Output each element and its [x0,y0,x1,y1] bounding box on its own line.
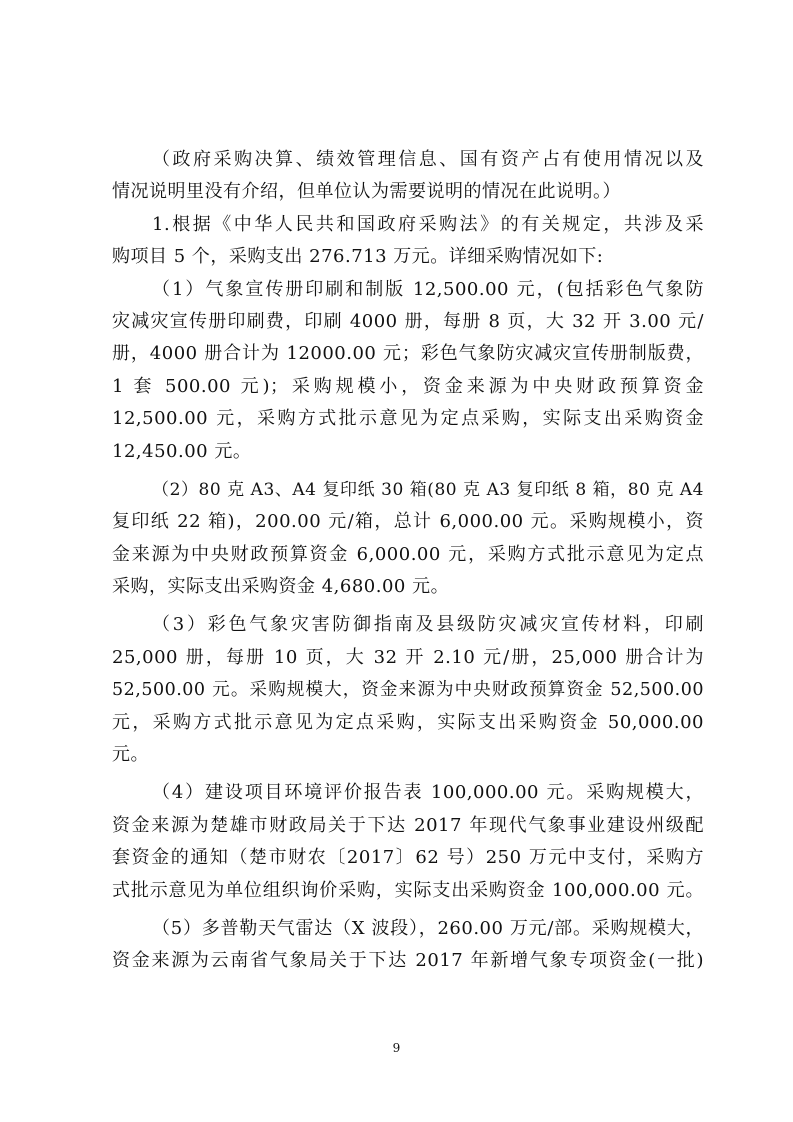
paragraph-item-5 [112,913,704,978]
paragraph-line: （2）80 克 A3、A4 复印纸 30 箱(80 克 A3 复印纸 8 箱，80 克 A4 [152,479,704,500]
paragraph-line: （1）气象宣传册印刷和制版 12,500.00 元，(包括彩色气象防 [152,278,704,300]
paragraph-line: 12,500.00 元，采购方式批示意见为定点采购，实际支出采购资金 [112,408,704,430]
page-number: 9 [392,1041,401,1055]
paragraph-item-3 [112,609,704,771]
paragraph-line: 金来源为中央财政预算资金 6,000.00 元，采购方式批示意见为定点 [112,543,704,565]
paragraph-item-2 [112,474,704,604]
paragraph-line: 12,450.00 元。 [112,440,252,462]
paragraph-line: 采购，实际支出采购资金 4,680.00 元。 [112,576,450,598]
paragraph-line: （5）多普勒天气雷达（X 波段），260.00 万元/部。采购规模大， [152,917,704,939]
paragraph-line: 套资金的通知（楚市财农〔2017〕62 号）250 万元中支付，采购方 [112,847,704,869]
paragraph-procurement-summary [112,209,704,274]
paragraph-line: 资金来源为楚雄市财政局关于下达 2017 年现代气象事业建设州级配 [112,814,704,836]
paragraph-line: 元。 [112,744,149,766]
paragraph-item-1 [112,274,704,468]
paragraph-line: 52,500.00 元。采购规模大，资金来源为中央财政预算资金 52,500.00 [112,680,704,701]
paragraph-line: 1.根据《中华人民共和国政府采购法》的有关规定，共涉及采 [152,213,704,235]
paragraph-item-4 [112,777,704,907]
paragraph-line: 25,000 册，每册 10 页，大 32 开 2.10 元/册，25,000 册合计为 [112,646,704,668]
paragraph-line: （政府采购决算、绩效管理信息、国有资产占有使用情况以及 [152,149,704,170]
body-text [112,144,704,978]
paragraph-line: 式批示意见为单位组织询价采购，实际支出采购资金 100,000.00 元。 [112,879,704,901]
paragraph-note [112,144,704,209]
paragraph-line: （3）彩色气象灾害防御指南及县级防灾减灾宣传材料，印刷 [152,614,704,636]
paragraph-line: 复印纸 22 箱)，200.00 元/箱，总计 6,000.00 元。采购规模小，资 [112,511,704,533]
paragraph-line: 元，采购方式批示意见为定点采购，实际支出采购资金 50,000.00 [112,711,704,733]
paragraph-line: 购项目 5 个，采购支出 276.713 万元。详细采购情况如下: [112,246,604,268]
paragraph-line: 资金来源为云南省气象局关于下达 2017 年新增气象专项资金(一批) [112,950,704,972]
paragraph-line: 灾减灾宣传册印刷费，印刷 4000 册，每册 8 页，大 32 开 3.00 元/ [112,310,704,332]
paragraph-line: 情况说明里没有介绍，但单位认为需要说明的情况在此说明。） [112,181,621,203]
paragraph-line: 1 套 500.00 元)；采购规模小，资金来源为中央财政预算资金 [112,375,704,397]
paragraph-line: 册，4000 册合计为 12000.00 元；彩色气象防灾减灾宣传册制版费， [112,343,704,365]
paragraph-line: （4）建设项目环境评价报告表 100,000.00 元。采购规模大， [152,782,704,804]
